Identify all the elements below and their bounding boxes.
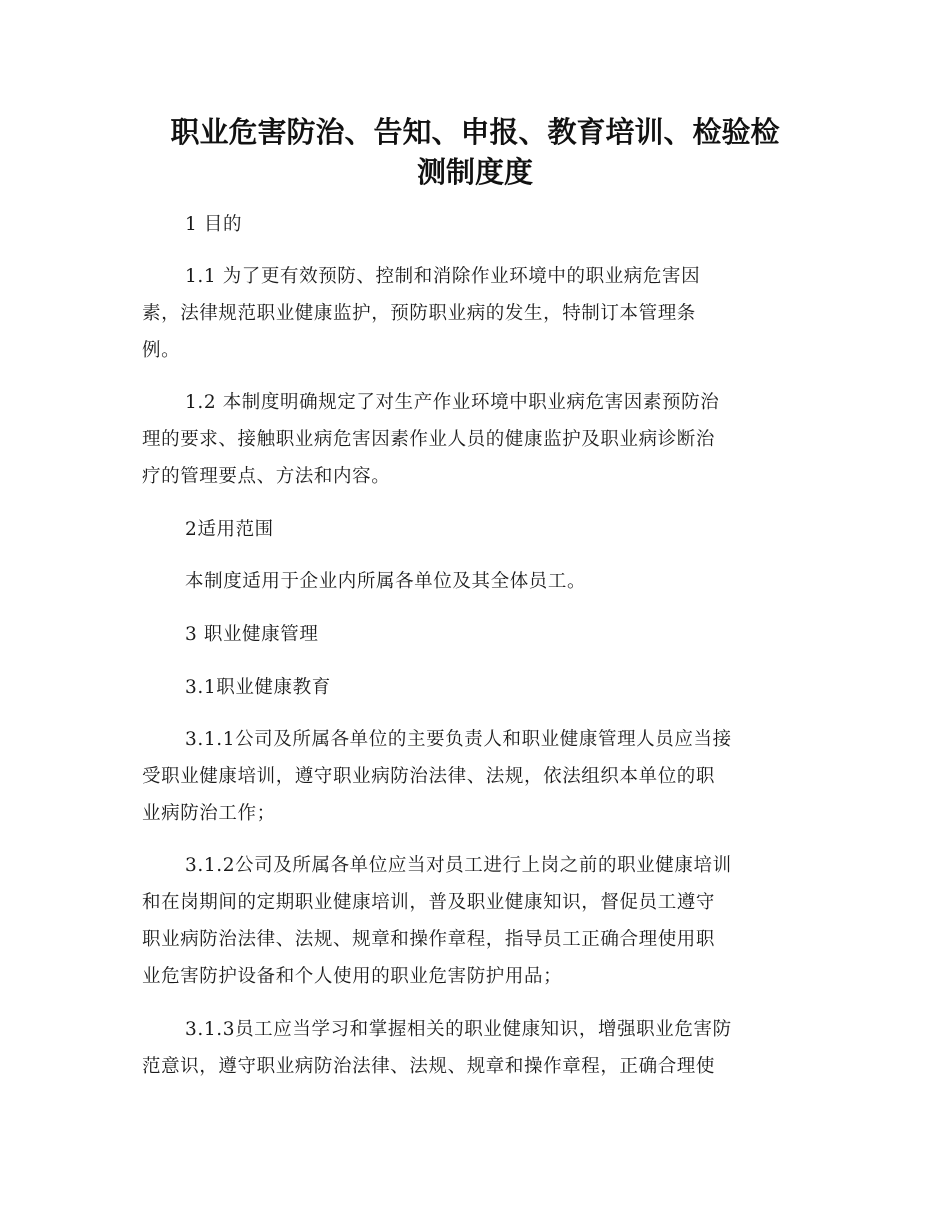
text-line: 1.2 本制度明确规定了对生产作业环境中职业病危害因素预防治 (185, 392, 720, 413)
section-heading-health-education (142, 669, 822, 706)
paragraph-3-1-2 (142, 847, 822, 995)
text-line: 1.1 为了更有效预防、控制和消除作业环境中的职业病危害因 (185, 266, 701, 287)
text-line: 理的要求、接触职业病危害因素作业人员的健康监护及职业病诊断治 (142, 429, 716, 450)
section-heading-purpose (142, 206, 822, 243)
document-title-line-1: 职业危害防治、告知、申报、教育培训、检验检 (170, 115, 780, 149)
text-line: 疗的管理要点、方法和内容。 (142, 466, 391, 487)
paragraph-scope (142, 563, 822, 600)
text-line: 1 目的 (185, 214, 243, 235)
text-line: 业病防治工作； (142, 803, 276, 824)
text-line: 素，法律规范职业健康监护，预防职业病的发生，特制订本管理条 (142, 303, 696, 324)
text-line: 3.1职业健康教育 (185, 677, 331, 698)
section-heading-scope (142, 511, 822, 548)
text-line: 本制度适用于企业内所属各单位及其全体员工。 (185, 571, 587, 592)
text-line: 职业病防治法律、法规、规章和操作章程，指导员工正确合理使用职 (142, 929, 716, 950)
text-line: 受职业健康培训，遵守职业病防治法律、法规，依法组织本单位的职 (142, 766, 716, 787)
text-line: 3.1.1公司及所属各单位的主要负责人和职业健康管理人员应当接 (185, 729, 732, 750)
paragraph-3-1-1 (142, 721, 822, 832)
text-line: 2适用范围 (185, 519, 274, 540)
document-title-line-2: 测制度度 (416, 155, 533, 189)
paragraph-1-1 (142, 258, 822, 369)
text-line: 业危害防护设备和个人使用的职业危害防护用品； (142, 966, 563, 987)
section-heading-health-management (142, 616, 822, 653)
text-line: 3.1.3员工应当学习和掌握相关的职业健康知识，增强职业危害防 (185, 1019, 732, 1040)
text-line: 3.1.2公司及所属各单位应当对员工进行上岗之前的职业健康培训 (185, 855, 732, 876)
paragraph-1-2 (142, 384, 822, 495)
text-line: 范意识，遵守职业病防治法律、法规、规章和操作章程，正确合理使 (142, 1056, 716, 1077)
paragraph-3-1-3 (142, 1011, 822, 1085)
text-line: 3 职业健康管理 (185, 624, 319, 645)
text-line: 例。 (142, 340, 181, 361)
text-line: 和在岗期间的定期职业健康培训，普及职业健康知识，督促员工遵守 (142, 892, 716, 913)
